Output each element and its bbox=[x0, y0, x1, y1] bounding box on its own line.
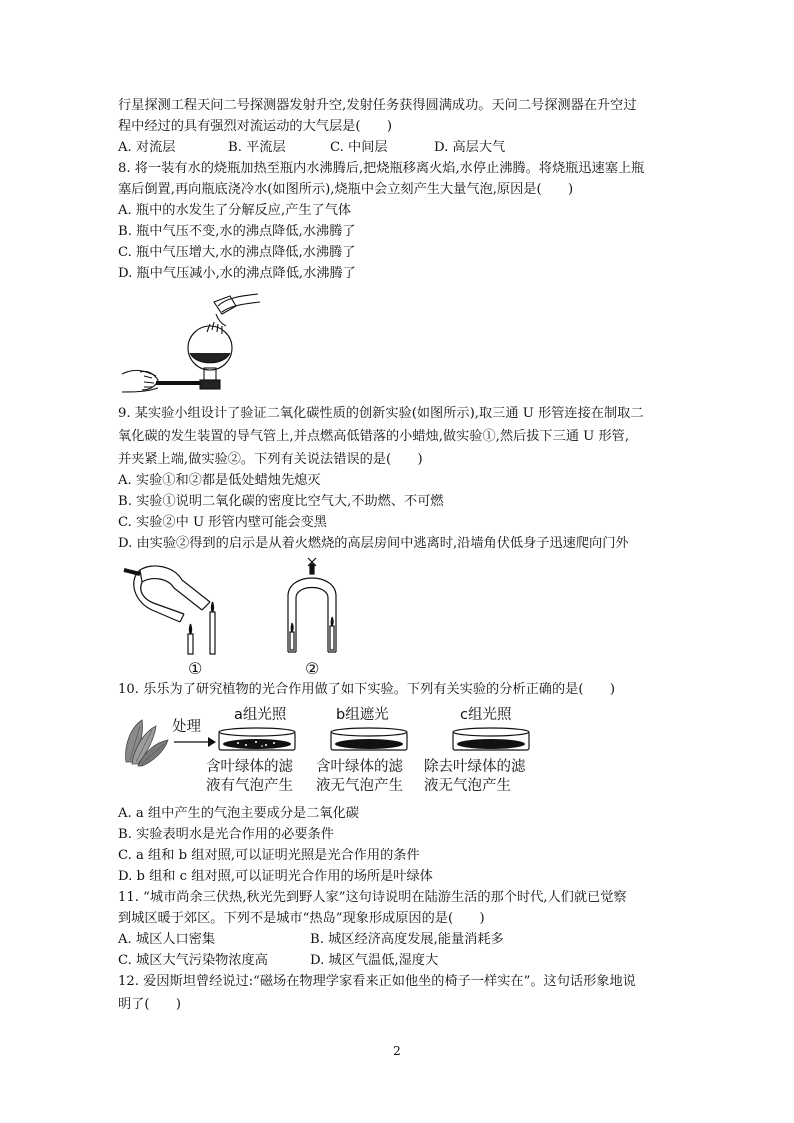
q11-option-d: D. 城区气温低,湿度大 bbox=[310, 953, 439, 968]
q7-option-d: D. 高层大气 bbox=[434, 140, 506, 155]
q10-option-d: D. b 组和 c 组对照,可以证明光合作用的场所是叶绿体 bbox=[118, 869, 433, 884]
treatment-arrow bbox=[172, 736, 218, 748]
q9-option-d: D. 由实验②得到的启示是从着火燃烧的高层房间中逃离时,沿墙角伏低身子迅速爬向门外 bbox=[118, 536, 629, 551]
q8-option-d: D. 瓶中气压减小,水的沸点降低,水沸腾了 bbox=[118, 266, 356, 281]
q8-stem-line-2: 塞后倒置,再向瓶底浇冷水(如图所示),烧瓶中会立刻产生大量气泡,原因是( ) bbox=[118, 182, 574, 197]
dish-group-c bbox=[450, 726, 532, 756]
dish-group-a bbox=[216, 726, 298, 756]
q11-option-a: A. 城区人口密集 bbox=[118, 932, 216, 947]
figure-label-1: ① bbox=[188, 659, 203, 678]
q10-stem-line-1: 10. 乐乐为了研究植物的光合作用做了如下实验。下列有关实验的分析正确的是( ) bbox=[118, 682, 616, 697]
group-b-label: b组遮光 bbox=[336, 707, 389, 723]
q11-stem-line-1: 11. “城市尚余三伏热,秋光先到野人家”这句诗说明在陆游生活的那个时代,人们就已觉察 bbox=[118, 890, 627, 905]
group-b-result-line-2: 液无气泡产生 bbox=[316, 778, 403, 794]
q8-option-c: C. 瓶中气压增大,水的沸点降低,水沸腾了 bbox=[118, 245, 356, 260]
q9-option-b: B. 实验①说明二氧化碳的密度比空气大,不助燃、不可燃 bbox=[118, 494, 444, 509]
group-a-label: a组光照 bbox=[234, 707, 287, 723]
group-c-result-line-1: 除去叶绿体的滤 bbox=[424, 759, 526, 775]
u-tube-experiment-1-figure bbox=[118, 558, 228, 658]
figure-label-2: ② bbox=[305, 659, 320, 678]
group-b-result-line-1: 含叶绿体的滤 bbox=[316, 759, 403, 775]
q7-option-a: A. 对流层 bbox=[118, 140, 176, 155]
q10-option-a: A. a 组中产生的气泡主要成分是二氧化碳 bbox=[118, 806, 359, 821]
q11-option-c: C. 城区大气污染物浓度高 bbox=[118, 953, 268, 968]
q9-stem-line-2: 氧化碳的发生装置的导气管上,并点燃高低错落的小蜡烛,做实验①,然后拔下三通 U 形管, bbox=[118, 429, 630, 444]
q11-stem-line-2: 到城区暖于郊区。下列不是城市“热岛”现象形成原因的是( ) bbox=[118, 911, 485, 926]
q7-option-c: C. 中间层 bbox=[330, 140, 388, 155]
q7-option-b: B. 平流层 bbox=[228, 140, 286, 155]
q12-stem-line-1: 12. 爱因斯坦曾经说过:“磁场在物理学家看来正如他坐的椅子一样实在”。这句话形象地说 bbox=[118, 974, 636, 989]
q9-option-a: A. 实验①和②都是低处蜡烛先熄灭 bbox=[118, 473, 321, 488]
q8-option-a: A. 瓶中的水发生了分解反应,产生了气体 bbox=[118, 203, 352, 218]
q7-stem-line-1: 行星探测工程天问二号探测器发射升空,发射任务获得圆满成功。天问二号探测器在升空过 bbox=[118, 98, 637, 113]
q9-option-c: C. 实验②中 U 形管内壁可能会变黑 bbox=[118, 515, 327, 530]
flask-figure bbox=[118, 288, 268, 398]
q11-option-b: B. 城区经济高度发展,能量消耗多 bbox=[310, 932, 504, 947]
q10-option-c: C. a 组和 b 组对照,可以证明光照是光合作用的条件 bbox=[118, 848, 420, 863]
q10-option-b: B. 实验表明水是光合作用的必要条件 bbox=[118, 827, 334, 842]
treatment-label: 处理 bbox=[172, 719, 201, 735]
dish-group-b bbox=[328, 726, 410, 756]
group-c-result-line-2: 液无气泡产生 bbox=[424, 778, 511, 794]
q8-option-b: B. 瓶中气压不变,水的沸点降低,水沸腾了 bbox=[118, 224, 356, 239]
group-c-label: c组光照 bbox=[460, 707, 512, 723]
leaf-image bbox=[120, 716, 172, 768]
q12-stem-line-2: 明了( ) bbox=[118, 997, 182, 1012]
group-a-result-line-1: 含叶绿体的滤 bbox=[206, 759, 293, 775]
q8-stem-line-1: 8. 将一装有水的烧瓶加热至瓶内水沸腾后,把烧瓶移离火焰,水停止沸腾。将烧瓶迅速塞上瓶 bbox=[118, 161, 645, 176]
u-tube-experiment-2-figure bbox=[282, 556, 342, 656]
group-a-result-line-2: 液有气泡产生 bbox=[206, 778, 293, 794]
page-number: 2 bbox=[393, 1044, 401, 1058]
q9-stem-line-3: 并夹紧上端,做实验②。下列有关说法错误的是( ) bbox=[118, 452, 423, 467]
q7-stem-line-2: 程中经过的具有强烈对流运动的大气层是( ) bbox=[118, 119, 393, 134]
q9-stem-line-1: 9. 某实验小组设计了验证二氧化碳性质的创新实验(如图所示),取三通 U 形管连接在制取二 bbox=[118, 406, 644, 421]
